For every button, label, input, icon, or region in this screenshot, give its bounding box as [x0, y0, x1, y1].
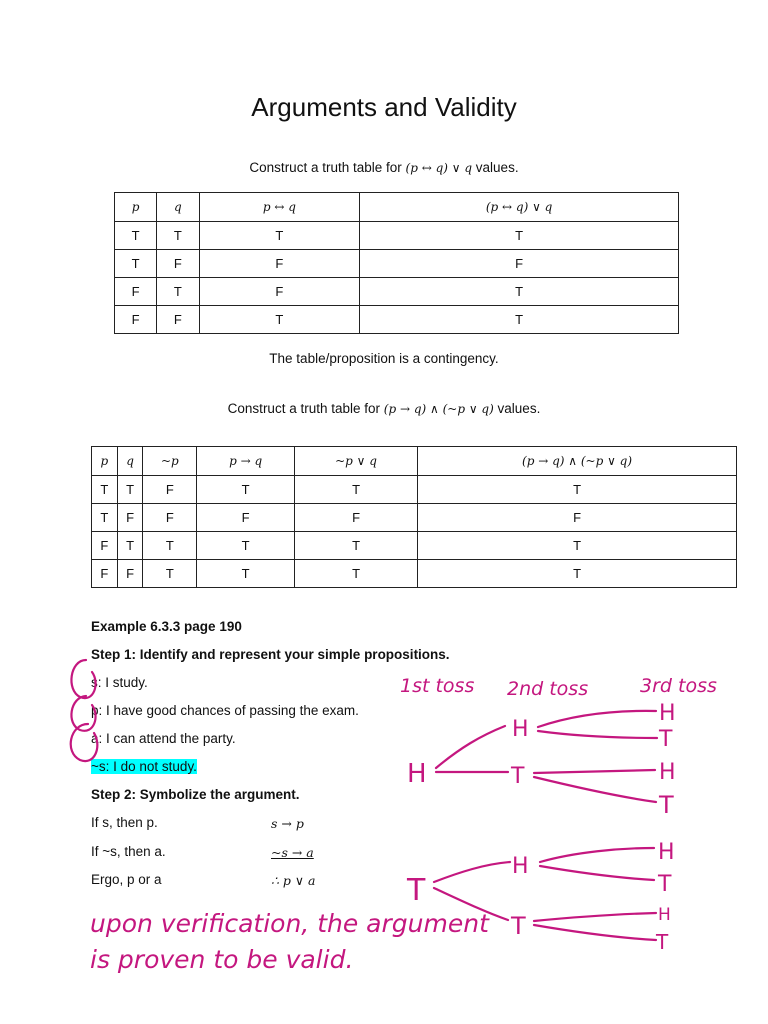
- premise-1-text: If s, then p.: [91, 815, 158, 830]
- table-cell: T: [360, 222, 679, 250]
- table-cell: F: [157, 306, 199, 334]
- tree-node-leaf: H: [658, 905, 671, 925]
- table-cell: F: [92, 560, 118, 588]
- tree-branch: [540, 848, 654, 862]
- proposition-a: a: I can attend the party.: [91, 731, 236, 746]
- example-heading: Example 6.3.3 page 190: [91, 619, 242, 634]
- table-header: q: [157, 193, 199, 222]
- table-header: p: [115, 193, 157, 222]
- prompt-prefix: Construct a truth table for: [249, 160, 402, 175]
- table-cell: F: [199, 278, 360, 306]
- tree-node-root-h: H: [407, 759, 427, 789]
- tree-branch: [540, 866, 654, 880]
- table-cell: F: [143, 476, 197, 504]
- table-header: (p → q) ∧ (~p ∨ q): [418, 447, 737, 476]
- table-cell: F: [360, 250, 679, 278]
- tree-branch: [436, 726, 505, 768]
- premise-2-text: If ~s, then a.: [91, 844, 166, 859]
- tree-branch: [538, 711, 656, 727]
- table-cell: T: [92, 504, 118, 532]
- table-cell: F: [117, 560, 143, 588]
- tree-node-leaf: T: [659, 791, 674, 819]
- tree-branch: [534, 925, 656, 940]
- premise-1-symbol: s → p: [271, 816, 304, 831]
- premise-2-symbol: ~s → a: [271, 845, 314, 860]
- table-cell: T: [197, 532, 295, 560]
- table-header: p → q: [197, 447, 295, 476]
- table-cell: T: [92, 476, 118, 504]
- highlighted-text: ~s: I do not study.: [91, 759, 197, 774]
- table-cell: T: [199, 222, 360, 250]
- table-header: ~p ∨ q: [295, 447, 418, 476]
- tree-node-root-t: T: [407, 873, 426, 908]
- table-header: q: [117, 447, 143, 476]
- tree-node-leaf: T: [656, 930, 669, 954]
- tree-branch: [534, 777, 656, 802]
- table-cell: T: [418, 560, 737, 588]
- conclusion-text: Ergo, p or a: [91, 872, 162, 887]
- circle-mark: [71, 724, 98, 761]
- tree-node-leaf: H: [659, 701, 676, 726]
- tree-branch: [534, 770, 655, 773]
- step2-heading: Step 2: Symbolize the argument.: [91, 787, 300, 802]
- prompt-suffix: values.: [475, 160, 519, 175]
- table-cell: T: [360, 278, 679, 306]
- table-cell: T: [295, 476, 418, 504]
- handwritten-note-line-1: upon verification, the argument: [90, 909, 489, 938]
- tree-branch: [434, 862, 510, 882]
- prompt-suffix: values.: [497, 401, 541, 416]
- table-cell: F: [199, 250, 360, 278]
- table-header: (p ↔ q) ∨ q: [360, 193, 679, 222]
- table-cell: T: [360, 306, 679, 334]
- table-cell: F: [157, 250, 199, 278]
- table-cell: T: [295, 560, 418, 588]
- tree-node-mid: H: [512, 717, 529, 742]
- conclusion-symbol: ∴ p ∨ a: [271, 873, 316, 888]
- toss-label-2: 2nd toss: [507, 678, 589, 700]
- table-cell: T: [143, 560, 197, 588]
- table-cell: T: [418, 532, 737, 560]
- table-cell: T: [197, 476, 295, 504]
- tree-node-mid: H: [512, 854, 529, 879]
- table-cell: T: [117, 476, 143, 504]
- page-title: Arguments and Validity: [251, 92, 517, 122]
- table-cell: F: [115, 278, 157, 306]
- table-cell: F: [295, 504, 418, 532]
- tree-node-leaf: T: [659, 727, 673, 752]
- table-cell: T: [157, 278, 199, 306]
- table-cell: T: [199, 306, 360, 334]
- table-cell: T: [143, 532, 197, 560]
- table-cell: T: [418, 476, 737, 504]
- toss-label-1: 1st toss: [400, 675, 475, 697]
- tree-branch: [534, 913, 656, 921]
- table-cell: T: [197, 560, 295, 588]
- table-cell: F: [197, 504, 295, 532]
- table-cell: F: [117, 504, 143, 532]
- section1-conclusion: The table/proposition is a contingency.: [269, 351, 499, 366]
- tree-node-leaf: H: [659, 760, 676, 785]
- table-header: p: [92, 447, 118, 476]
- proposition-s: s: I study.: [91, 675, 148, 690]
- tree-node-mid: T: [511, 764, 525, 789]
- table-cell: T: [115, 250, 157, 278]
- toss-label-3: 3rd toss: [640, 675, 717, 697]
- prompt-prefix: Construct a truth table for: [227, 401, 380, 416]
- table-cell: F: [418, 504, 737, 532]
- table-cell: T: [295, 532, 418, 560]
- table-cell: T: [115, 222, 157, 250]
- tree-branch: [538, 731, 657, 738]
- prompt-expression: (p → q) ∧ (~p ∨ q): [383, 402, 494, 416]
- table-cell: T: [117, 532, 143, 560]
- prompt-expression: (p ↔ q) ∨ q: [405, 161, 473, 175]
- tree-node-mid: T: [511, 912, 526, 940]
- handwritten-note-line-2: is proven to be valid.: [90, 945, 354, 974]
- table-header: ~p: [143, 447, 197, 476]
- table-cell: T: [157, 222, 199, 250]
- tree-node-leaf: H: [658, 840, 675, 865]
- table-cell: F: [143, 504, 197, 532]
- step1-heading: Step 1: Identify and represent your simple propositions.: [91, 647, 450, 662]
- table-header: p ↔ q: [199, 193, 360, 222]
- tree-node-leaf: T: [658, 872, 672, 897]
- proposition-p: p: I have good chances of passing the exam.: [91, 703, 359, 718]
- circle-mark: [71, 660, 95, 698]
- table-cell: F: [92, 532, 118, 560]
- table-cell: F: [115, 306, 157, 334]
